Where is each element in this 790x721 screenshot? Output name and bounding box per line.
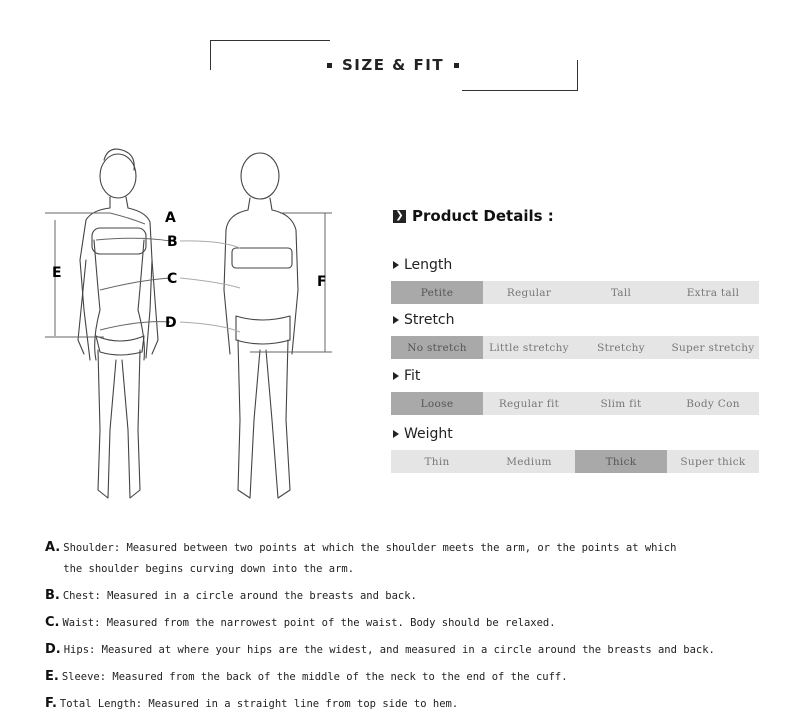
definition-key: B. (45, 588, 60, 603)
weight-option-super-thick: Super thick (680, 455, 746, 468)
front-figure (78, 149, 158, 498)
stretch-option-little-stretchy: Little stretchy (489, 341, 569, 354)
label-d: D (165, 315, 177, 331)
square-bullet-icon (327, 63, 332, 68)
fit-scale (391, 392, 759, 415)
weight-scale (391, 450, 759, 473)
definition-c (45, 613, 745, 634)
fit-option-loose: Loose (391, 392, 483, 415)
label-a: A (165, 210, 176, 226)
weight-option-medium: Medium (506, 455, 552, 468)
stretch-option-no-stretch: No stretch (391, 336, 483, 359)
definition-b (45, 586, 745, 607)
definition-f (45, 694, 745, 715)
definition-key: A. (45, 540, 61, 555)
fit-option-regular-fit: Regular fit (498, 397, 560, 410)
product-details-heading (393, 205, 554, 227)
weight-option-thin: Thin (424, 455, 450, 468)
label-b: B (167, 234, 178, 250)
definition-text-continued: the shoulder begins curving down into the arm. (63, 563, 355, 575)
length-option-regular: Regular (506, 286, 552, 299)
triangle-bullet-icon (393, 372, 399, 380)
stretch-option-stretchy: Stretchy (597, 341, 645, 354)
definition-key: C. (45, 615, 60, 630)
fit-option-slim-fit: Slim fit (600, 397, 642, 410)
stretch-heading (393, 311, 455, 329)
definition-text: Total Length: Measured in a straight line from top side to hem. (59, 698, 459, 710)
length-heading (393, 256, 452, 274)
weight-heading (393, 425, 453, 443)
definition-e (45, 667, 745, 688)
section-title: SIZE & FIT (341, 56, 445, 74)
fit-label: Fit (404, 368, 421, 384)
definition-key: D. (45, 642, 61, 657)
length-scale (391, 281, 759, 304)
square-bullet-icon (454, 63, 459, 68)
header-frame-top-line (210, 40, 330, 41)
header-frame-left-line (210, 40, 211, 70)
length-option-extra-tall: Extra tall (686, 286, 740, 299)
fit-option-body-con: Body Con (686, 397, 740, 410)
label-e: E (52, 265, 62, 281)
definition-text: Chest: Measured in a circle around the breasts and back. (62, 590, 417, 602)
definition-key: E. (45, 669, 59, 684)
length-option-tall: Tall (610, 286, 632, 299)
fit-heading (393, 367, 420, 385)
definition-text: Sleeve: Measured from the back of the middle of the neck to the end of the cuff. (61, 671, 568, 683)
definition-key: F. (45, 696, 57, 711)
body-measurement-illustration (40, 140, 360, 510)
header-frame-bottom-line (462, 90, 578, 91)
stretch-label: Stretch (404, 312, 455, 328)
definition-text: Shoulder: Measured between two points at which the shoulder meets the arm, or the points at which (63, 542, 677, 554)
definition-text: Waist: Measured from the narrowest point of the waist. Body should be relaxed. (62, 617, 556, 629)
weight-option-thick: Thick (575, 450, 667, 473)
weight-label: Weight (404, 426, 453, 442)
definition-text: Hips: Measured at where your hips are the widest, and measured in a circle around the breasts and back. (63, 644, 715, 656)
stretch-option-super-stretchy: Super stretchy (671, 341, 755, 354)
product-details-title: Product Details : (412, 207, 554, 225)
triangle-bullet-icon (393, 316, 399, 324)
triangle-bullet-icon (393, 261, 399, 269)
back-figure (224, 153, 298, 498)
length-option-petite: Petite (391, 281, 483, 304)
definition-a (45, 538, 745, 580)
length-label: Length (404, 257, 453, 273)
label-f: F (317, 274, 327, 290)
triangle-bullet-icon (393, 430, 399, 438)
section-header (318, 55, 468, 75)
stretch-scale (391, 336, 759, 359)
header-frame-right-line (577, 60, 578, 91)
definition-d (45, 640, 745, 661)
measurement-definitions (45, 538, 745, 721)
chevron-right-icon: ❯ (393, 210, 406, 223)
label-c: C (167, 271, 178, 287)
